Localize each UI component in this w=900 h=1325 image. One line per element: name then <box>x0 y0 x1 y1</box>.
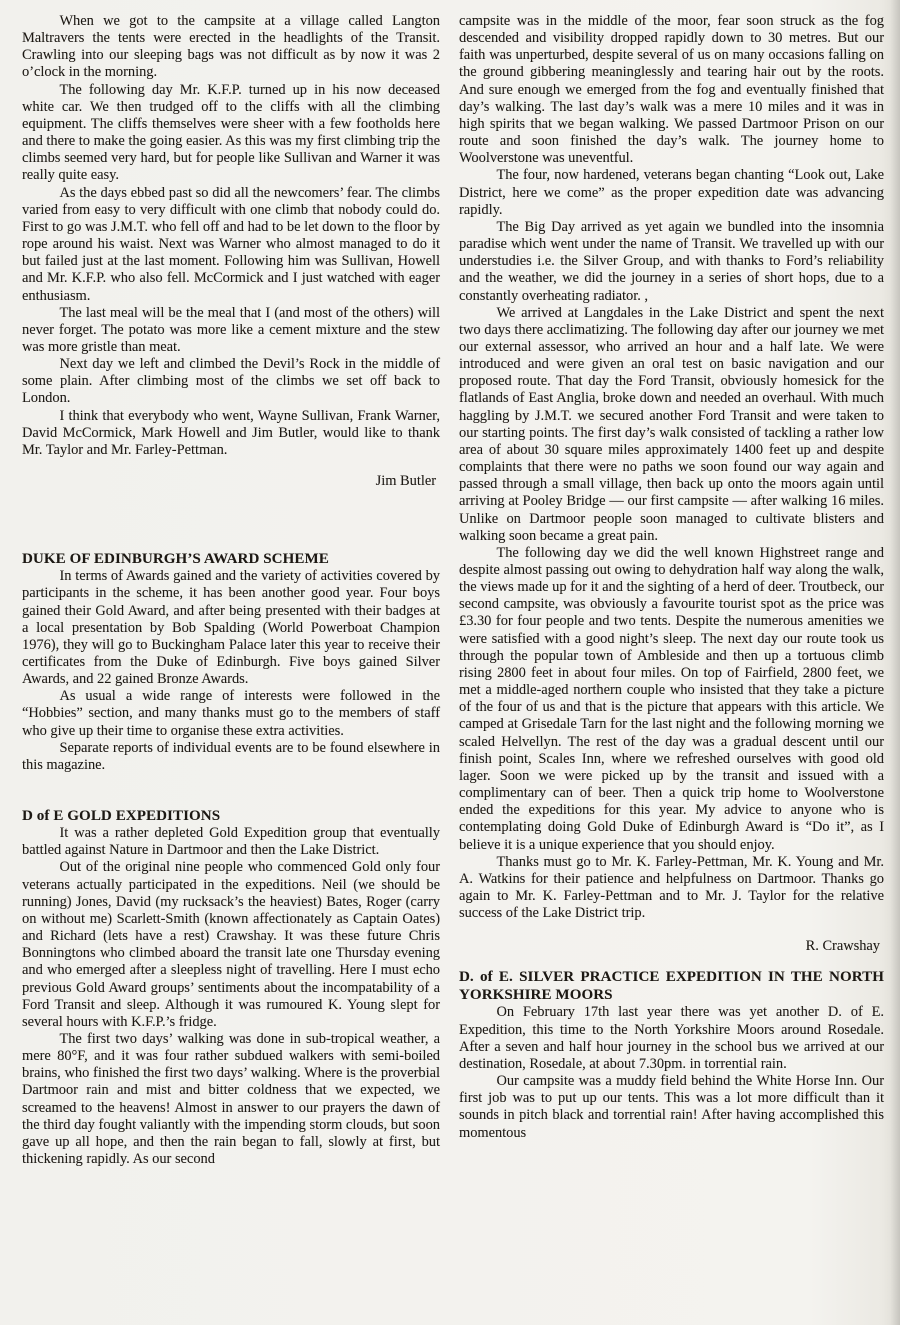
paragraph: The following day we did the well known Highstreet range and despite almost passing out owing to dehydration half way along the walk, the views made up for it and the sighting of a herd of deer. Troutbeck, our second campsite, was obviously a favourite tourist spot as the price was £3.30 for four people and two tents. Despite the numerous amenities we were satisfied with a good night’s sleep. The next day our route took us through the popular town of Ambleside and then up a tortuous climb rising 2800 feet in about four miles. On top of Fairfield, 2800 feet, we met a middle-aged northern couple who insisted that they take a picture of the four of us and that is the picture that appears with this article. We camped at Grisedale Tarn for the last night and the following morning we scaled Helvellyn. The rest of the day was a gradual descent until our finish point, Scales Inn, where we refreshed ourselves with good old lager. Soon we were picked up by the transit and issued with a complimentary can of beer. Then a quick trip home to Woolverstone ended the expeditions for this year. My advice to anyone who is contemplating doing Gold Duke of Edinburgh Award is “Do it”, as I believe it is a unique experience that you should enjoy. <box>459 544 884 853</box>
paragraph: Separate reports of individual events are to be found elsewhere in this magazine. <box>22 739 440 773</box>
paragraph: The first two days’ walking was done in sub-tropical weather, a mere 80°F, and it was four rather subdued walkers with semi-boiled brains, who finished the first two days’ walking. Where is the proverbial Dartmoor rain and mist and bitter coldness that we expected, we screamed to the heavens! Almost in answer to our prayers the dawn of the third day fought valiantly with the impending storm clouds, but soon gave up all hope, and then the rain began to fall, slowly at first, but thickening rapidly. As our second <box>22 1030 440 1168</box>
paragraph: As usual a wide range of interests were followed in the “Hobbies” section, and many thanks must go to the members of staff who give up their time to organise these extra activities. <box>22 688 440 739</box>
author-signature-jim-butler: Jim Butler <box>375 473 436 490</box>
paragraph: In terms of Awards gained and the variety of activities covered by participants in the scheme, it has been another good year. Four boys gained their Gold Award, and after being presented with their badges at a local presentation by Bob Spalding (World Powerboat Champion 1976), they will go to Buckingham Palace later this year to receive their certificates from the Duke of Edinburgh. Five boys gained Silver Awards, and 22 gained Bronze Awards. <box>22 568 440 688</box>
heading-duke-of-edinburghs-award-scheme: DUKE OF EDINBURGH’S AWARD SCHEME <box>22 551 329 568</box>
paragraph: Thanks must go to Mr. K. Farley-Pettman, Mr. K. Young and Mr. A. Watkins for their patience and helpfulness on Dartmoor. Thanks go again to Mr. K. Farley-Pettman and to Mr. J. Taylor for the relative success of the Lake District trip. <box>459 853 884 922</box>
paragraph: It was a rather depleted Gold Expedition group that eventually battled against Nature in Dartmoor and then the Lake District. <box>22 825 440 859</box>
paragraph: Out of the original nine people who commenced Gold only four veterans actually participated in the expeditions. Neil (we should be running) Jones, David (my rucksack’s the heaviest) Bates, Roger (carry on without me) Scarlett-Smith (known affectionately as Captain Oates) and Richard (lets have a rest) Crawshay. It was these future Chris Bonningtons who climbed aboard the transit late one Thursday evening and who emerged after a sleepless night of travelling. Here I must echo previous Gold Award groups’ sentiments about the incompatability of a Ford Transit and sleep. Although it was rumoured K. Young slept for several hours with K.F.P.’s fridge. <box>22 859 440 1030</box>
paragraph: On February 17th last year there was yet another D. of E. Expedition, this time to the North Yorkshire Moors around Rosedale. After a seven and half hour journey in the school bus we arrived at our destination, Rosedale, at about 7.30pm. in torrential rain. <box>459 1004 884 1072</box>
paragraph: The following day Mr. K.F.P. turned up in his now deceased white car. We then trudged off to the cliffs with all the climbing equipment. The cliffs themselves were sheer with a few footholds here and there to make the going easier. As this was my first climbing trip the climbs seemed very hard, but for people like Sullivan and Warner it was really quite easy. <box>22 81 440 184</box>
paragraph: As the days ebbed past so did all the newcomers’ fear. The climbs varied from easy to very difficult with one climb that nobody could do. First to go was J.M.T. who fell off and had to be let down to the floor by rope around his waist. Next was Warner who almost managed to do it but failed just at the last moment. Following him was Sullivan, Howell and Mr. K.F.P. who also fell. McCormick and I just watched with eager enthusiasm. <box>22 184 440 304</box>
paragraph-continuation: campsite was in the middle of the moor, fear soon struck as the fog descended and visibility dropped rapidly down to 30 metres. But our faith was unperturbed, despite several of us on many occasions falling on the ground gibbering meaninglessly and tearing hair out by the roots. And sure enough we emerged from the fog and eventually finished that day’s walking. The last day’s walk was a mere 10 miles and it was in high spirits that we began walking. We passed Dartmoor Prison on our route and soon finished the day’s walk. The journey home to Woolverstone was uneventful. <box>459 13 884 167</box>
paragraph: Our campsite was a muddy field behind the White Horse Inn. Our first job was to put up our tents. This was a lot more difficult than it sounds in pitch black and torrential rain! After having accomplished this momentous <box>459 1073 884 1141</box>
paragraph: The four, now hardened, veterans began chanting “Look out, Lake District, here we come” as the proper expedition date was advancing rapidly. <box>459 167 884 218</box>
paragraph: We arrived at Langdales in the Lake District and spent the next two days there acclimatizing. The following day after our journey we met our external assessor, who arrived an hour and a half late. We were introduced and were given an oral test on basic navigation and our proposed route. That day the Ford Transit, obviously homesick for the flatlands of East Anglia, broke down and needed an overhaul. With much haggling by J.M.T. we secured another Ford Transit and were taken to our starting points. The first day’s walk consisted of tackling a rather low area of about 30 square miles approximately 1400 feet up and despite complaints that there were no paths we soon found our way again and passed through a small village, then back up onto the moors again until arriving at Pooley Bridge — our first campsite — after walking 16 miles. Unlike on Dartmoor people soon managed to cultivate blisters and walking soon became a great pain. <box>459 304 884 544</box>
heading-d-of-e-gold-expeditions: D of E GOLD EXPEDITIONS <box>22 808 221 825</box>
left-column <box>22 13 440 1168</box>
author-signature-r-crawshay: R. Crawshay <box>805 938 880 955</box>
paragraph: The last meal will be the meal that I (and most of the others) will never forget. The potato was more like a cement mixture and the stew was more gristle than meat. <box>22 304 440 355</box>
paragraph: Next day we left and climbed the Devil’s Rock in the middle of some plain. After climbing most of the climbs we set off back to London. <box>22 356 440 407</box>
right-column <box>459 13 884 1142</box>
paragraph: I think that everybody who went, Wayne Sullivan, Frank Warner, David McCormick, Mark Howell and Jim Butler, would like to thank Mr. Taylor and Mr. Farley-Pettman. <box>22 407 440 458</box>
paragraph: When we got to the campsite at a village called Langton Maltravers the tents were erected in the headlights of the Transit. Crawling into our sleeping bags was not difficult as by now it was 2 o’clock in the morning. <box>22 13 440 81</box>
heading-d-of-e-silver-practice-expedition: D. of E. SILVER PRACTICE EXPEDITION IN THE NORTH YORKSHIRE MOORS <box>459 969 884 1004</box>
paragraph: The Big Day arrived as yet again we bundled into the insomnia paradise which went under the name of Transit. We travelled up with our understudies i.e. the Silver Group, and with thanks to Ford’s reliability and the weather, we did the journey in a series of short hops, due to a constantly overheating radiator. , <box>459 218 884 304</box>
scan-edge-shadow <box>890 0 900 1325</box>
